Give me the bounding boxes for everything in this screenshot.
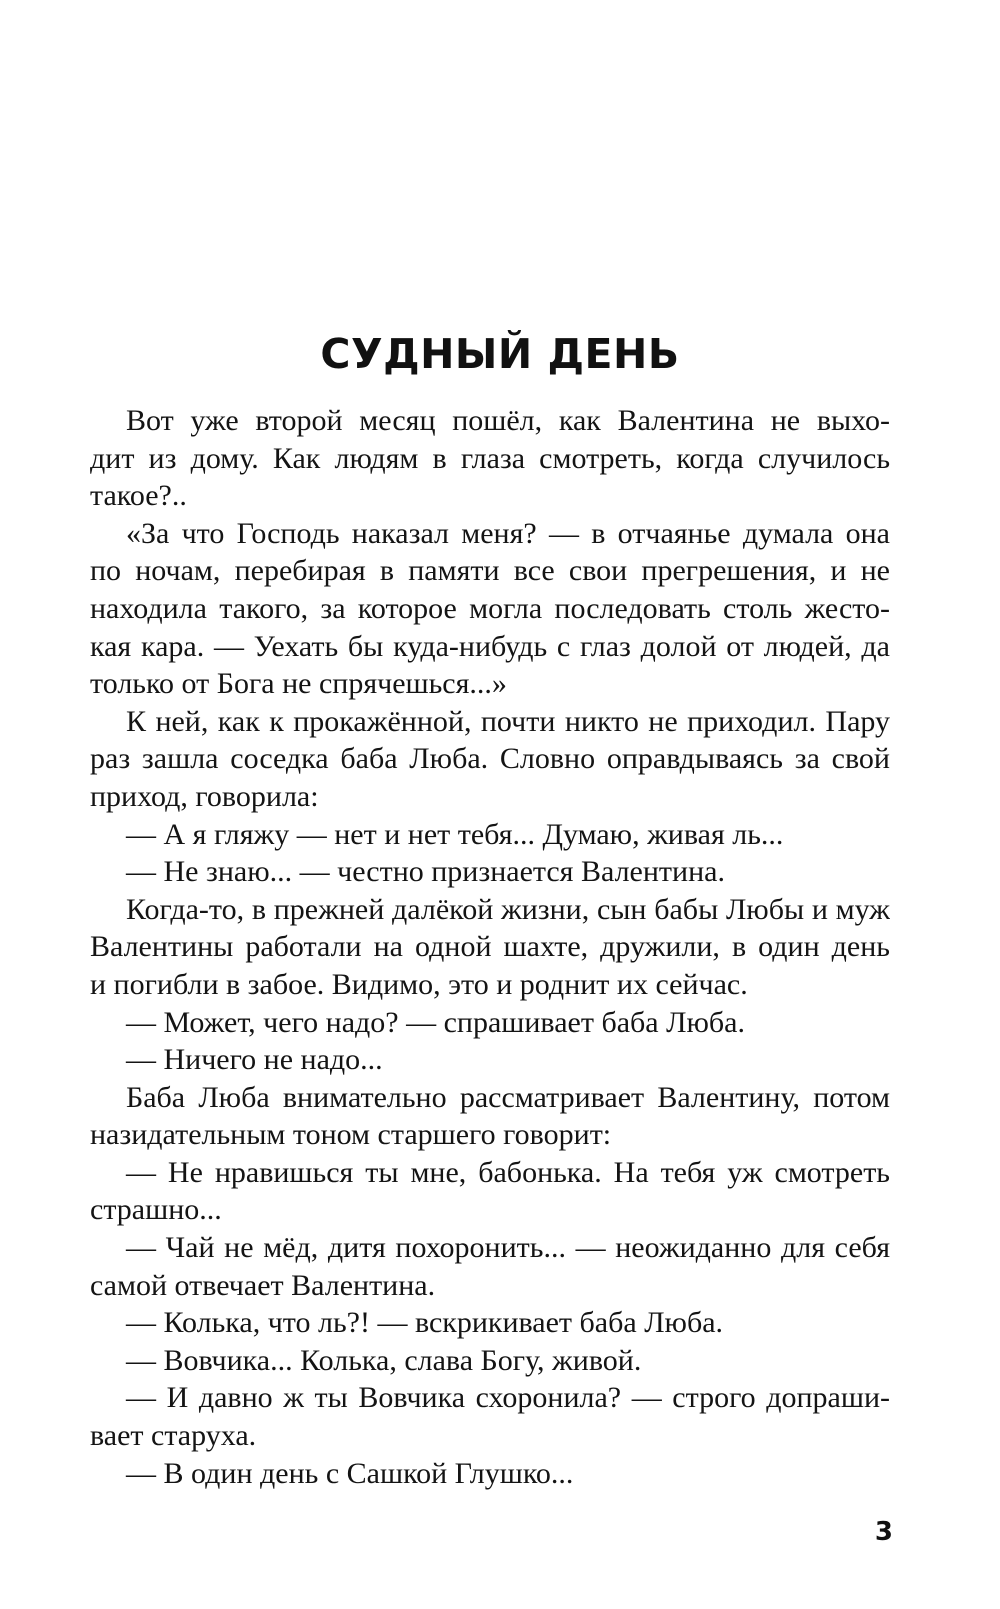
text-line: только от Бога не спрячешься...» [90, 667, 507, 701]
text-line: дит из дому. Как людям в глаза смотреть, когда случилось [90, 441, 890, 475]
text-line: «За что Господь наказал меня? — в отчаянье думала она [126, 516, 890, 550]
text-line: назидательным тоном старшего говорит: [90, 1118, 612, 1152]
text-line: — Может, чего надо? — спрашивает баба Люба. [126, 1005, 745, 1039]
text-line: находила такого, за которое могла последовать столь жесто- [90, 591, 890, 625]
text-line: — Не нравишься ты мне, бабонька. На тебя уж смотреть [126, 1155, 890, 1189]
text-line: вает старуха. [90, 1419, 257, 1453]
text-line: К ней, как к прокажённой, почти никто не приходил. Пару [126, 704, 890, 738]
text-line: страшно... [90, 1193, 222, 1227]
text-line: Валентины работали на одной шахте, дружили, в один день [90, 930, 890, 964]
text-line: — Не знаю... — честно признается Валентина. [126, 855, 725, 889]
text-line: раз зашла соседка баба Люба. Словно оправдываясь за свой [90, 742, 890, 776]
chapter-title: СУДНЫЙ ДЕНЬ [320, 330, 680, 378]
text-line: — И давно ж ты Вовчика схоронила? — строго допраши- [126, 1381, 890, 1415]
text-line: такое?.. [90, 479, 187, 513]
text-line: Когда-то, в прежней далёкой жизни, сын бабы Любы и муж [126, 892, 890, 926]
body-text [90, 402, 890, 1492]
text-line: приход, говорила: [90, 779, 319, 813]
text-line: — Чай не мёд, дитя похоронить... — неожиданно для себя [126, 1231, 890, 1265]
text-line: Вот уже второй месяц пошёл, как Валентина не выхо- [126, 404, 890, 437]
text-line: — Ничего не надо... [126, 1043, 383, 1077]
text-line: и погибли в забое. Видимо, это и роднит их сейчас. [90, 967, 748, 1001]
text-line: — В один день с Сашкой Глушко... [126, 1456, 574, 1490]
text-line: — Колька, что ль?! — вскрикивает баба Люба. [126, 1306, 724, 1340]
text-line: по ночам, перебирая в памяти все свои прегрешения, и не [90, 554, 890, 588]
text-line: — А я гляжу — нет и нет тебя... Думаю, живая ль... [126, 817, 784, 851]
text-line: — Вовчика... Колька, слава Богу, живой. [126, 1343, 642, 1377]
page-number: 3 [874, 1517, 893, 1547]
text-line: кая кара. — Уехать бы куда-нибудь с глаз долой от людей, да [90, 629, 890, 663]
text-line: Баба Люба внимательно рассматривает Валентину, потом [126, 1080, 890, 1114]
text-line: самой отвечает Валентина. [90, 1268, 436, 1302]
